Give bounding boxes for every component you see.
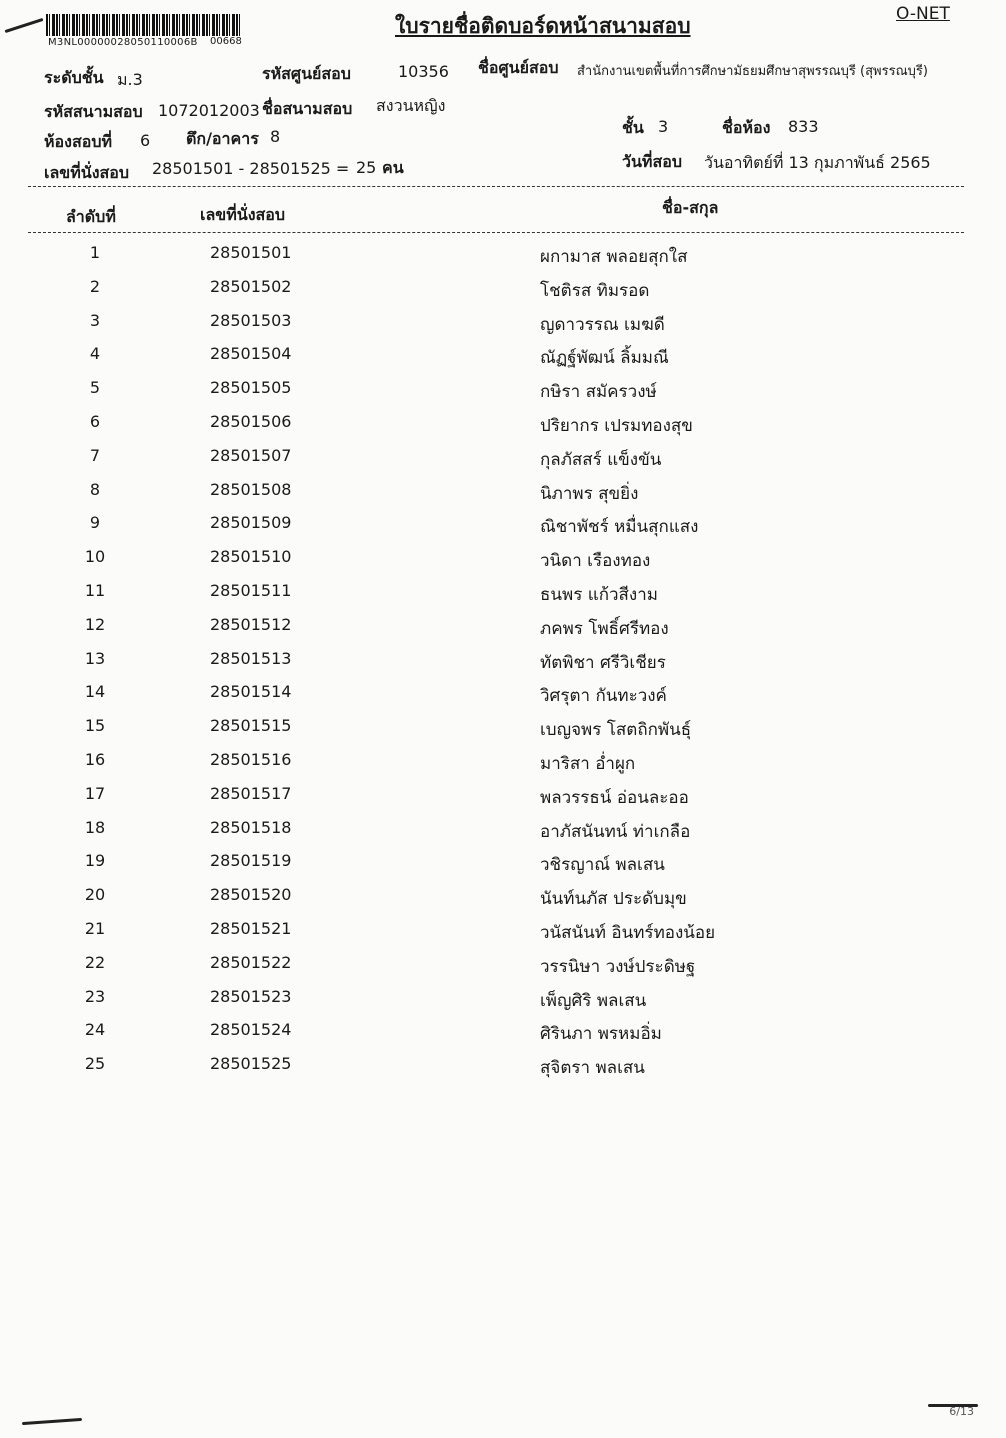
row-number: 14: [84, 682, 106, 702]
seat-number: 28501524: [210, 1020, 292, 1040]
floor-label: ชั้น: [622, 118, 644, 137]
table-row: [0, 784, 1006, 818]
pen-mark: [22, 1418, 82, 1425]
student-name: เพ็ญศิริ พลเสน: [540, 990, 647, 1011]
building-value: 8: [270, 127, 281, 146]
level-value: ม.3: [117, 70, 143, 89]
table-row: [0, 885, 1006, 919]
table-row: [0, 919, 1006, 953]
table-row: [0, 649, 1006, 683]
pen-mark: [5, 18, 44, 33]
table-row: [0, 513, 1006, 547]
student-name: ผกามาส พลอยสุกใส: [540, 247, 688, 267]
table-row: [0, 716, 1006, 750]
row-number: 7: [89, 445, 101, 465]
student-name: นันท์นภัส ประดับมุข: [540, 889, 687, 910]
room-value: 6: [140, 131, 151, 150]
row-number: 3: [89, 310, 101, 330]
row-number: 12: [84, 614, 106, 634]
student-name: ทัตพิชา ศรีวิเชียร: [540, 652, 666, 673]
seat-count: 25: [356, 158, 377, 177]
center-code-label: รหัสศูนย์สอบ: [262, 64, 351, 83]
student-name: ศิรินภา พรหมอิ่ม: [540, 1024, 662, 1045]
student-name: ธนพร แก้วสีงาม: [540, 585, 658, 605]
row-number: 20: [84, 885, 106, 905]
row-number: 17: [84, 783, 106, 803]
row-number: 8: [89, 479, 101, 499]
seat-number: 28501511: [210, 581, 292, 600]
seat-number: 28501508: [210, 479, 292, 499]
seat-number: 28501523: [210, 986, 292, 1006]
barcode: [46, 14, 242, 36]
center-name-label: ชื่อศูนย์สอบ: [478, 58, 559, 77]
table-row: [0, 277, 1006, 311]
student-name: วนิดา เรืองทอง: [540, 551, 651, 572]
student-name: อาภัสนันทน์ ท่าเกลือ: [540, 821, 691, 842]
table-row: [0, 615, 1006, 649]
student-name: ณิชาพัชร์ หมื่นสุกแสง: [540, 517, 699, 538]
row-number: 5: [89, 378, 101, 398]
row-number: 22: [84, 952, 106, 972]
venue-code-label: รหัสสนามสอบ: [44, 102, 143, 121]
row-number: 19: [84, 851, 106, 871]
exam-label: O-NET: [896, 4, 950, 24]
date-label: วันที่สอบ: [622, 152, 682, 171]
row-number: 4: [89, 344, 101, 364]
row-number: 6: [89, 412, 101, 431]
barcode-text: M3NL00000028050110006B: [48, 37, 198, 48]
center-code-value: 10356: [398, 62, 449, 81]
room-name-label: ชื่อห้อง: [722, 118, 771, 137]
seat-number: 28501515: [210, 716, 292, 736]
seat-number: 28501506: [210, 412, 292, 431]
seat-number: 28501502: [210, 276, 292, 296]
table-row: [0, 953, 1006, 987]
center-name-value: สำนักงานเขตพื้นที่การศึกษามัธยมศึกษาสุพรรณบุรี (สุพรรณบุรี): [577, 64, 928, 79]
floor-value: 3: [658, 117, 669, 136]
room-name-value: 833: [788, 117, 819, 136]
seat-number: 28501518: [210, 817, 292, 837]
table-row: [0, 547, 1006, 581]
date-value: วันอาทิตย์ที่ 13 กุมภาพันธ์ 2565: [704, 153, 931, 172]
student-name: วชิรญาณ์ พลเสน: [540, 855, 665, 876]
room-label: ห้องสอบที่: [44, 132, 113, 151]
seat-number: 28501501: [210, 243, 292, 262]
seat-range-value: 28501501 - 28501525 =: [152, 159, 350, 178]
seat-number: 28501505: [210, 378, 292, 398]
table-row: [0, 243, 1006, 277]
student-name: นิภาพร สุขยิ่ง: [540, 483, 639, 504]
table-row: [0, 581, 1006, 615]
table-row: [0, 851, 1006, 885]
student-name: ญดาวรรณ เมฆดี: [540, 314, 665, 335]
student-name: โชติรส ทิมรอด: [540, 280, 650, 301]
seat-number: 28501513: [210, 648, 292, 668]
row-number: 24: [84, 1020, 106, 1040]
seat-number: 28501521: [210, 919, 292, 938]
student-name: ณัฏฐ์พัฒน์ ลิ้มมณี: [540, 348, 669, 369]
table-row: [0, 446, 1006, 480]
row-number: 11: [84, 581, 106, 600]
seat-number: 28501503: [210, 310, 292, 330]
seat-number: 28501519: [210, 851, 292, 871]
divider-top: [28, 186, 964, 187]
venue-code-value: 1072012003: [158, 101, 260, 120]
student-name: วรรนิษา วงษ์ประดิษฐ: [540, 956, 696, 977]
row-number: 9: [89, 513, 101, 533]
table-row: [0, 818, 1006, 852]
table-row: [0, 750, 1006, 784]
row-number: 15: [84, 716, 106, 736]
col-header-no: ลำดับที่: [66, 207, 116, 226]
student-name: วิศรุตา กันทะวงค์: [540, 686, 667, 707]
table-row: [0, 344, 1006, 378]
student-name: พลวรรธน์ อ่อนละออ: [540, 787, 689, 808]
seat-number: 28501522: [210, 952, 292, 972]
seat-number: 28501514: [210, 682, 292, 702]
row-number: 23: [84, 986, 106, 1006]
table-row: [0, 480, 1006, 514]
table-row: [0, 682, 1006, 716]
barcode-suffix: 00668: [210, 36, 242, 47]
col-header-seat: เลขที่นั่งสอบ: [200, 205, 286, 224]
student-name: มาริสา อ่ำผูก: [540, 754, 636, 774]
seat-unit: คน: [382, 158, 404, 177]
seat-number: 28501517: [210, 783, 292, 803]
student-name: กษิรา สมัครวงษ์: [540, 382, 657, 403]
table-row: [0, 1054, 1006, 1088]
seat-number: 28501520: [210, 885, 292, 905]
student-name: ภคพร โพธิ์ศรีทอง: [540, 618, 669, 639]
page-title: ใบรายชื่อติดบอร์ดหน้าสนามสอบ: [395, 14, 691, 38]
row-number: 10: [84, 547, 106, 567]
row-number: 18: [84, 817, 106, 837]
seat-number: 28501504: [210, 344, 292, 364]
student-name: สุจิตรา พลเสน: [540, 1058, 645, 1079]
page-number: 6/13: [949, 1405, 974, 1418]
col-header-name: ชื่อ-สกุล: [662, 198, 719, 217]
table-row: [0, 412, 1006, 446]
seat-number: 28501512: [210, 614, 292, 634]
table-row: [0, 311, 1006, 345]
seat-range-label: เลขที่นั่งสอบ: [44, 163, 130, 182]
student-name: เบญจพร โสตถิกพันธุ์: [540, 720, 692, 741]
student-name: วนัสนันท์ อินทร์ทองน้อย: [540, 923, 716, 943]
row-number: 1: [89, 243, 101, 262]
seat-number: 28501509: [210, 513, 292, 533]
seat-number: 28501525: [210, 1054, 292, 1074]
venue-name-label: ชื่อสนามสอบ: [262, 99, 353, 118]
divider-header: [28, 232, 964, 233]
seat-number: 28501510: [210, 547, 292, 567]
seat-number: 28501516: [210, 750, 292, 769]
venue-name-value: สงวนหญิง: [376, 96, 446, 115]
student-name: ปริยากร เปรมทองสุข: [540, 416, 693, 436]
level-label: ระดับชั้น: [44, 68, 104, 87]
table-row: [0, 378, 1006, 412]
building-label: ตึก/อาคาร: [186, 129, 259, 148]
row-number: 25: [84, 1054, 106, 1074]
student-name: กุลภัสสร์ แข็งขัน: [540, 449, 662, 470]
row-number: 2: [89, 276, 101, 296]
row-number: 16: [84, 750, 106, 769]
seat-number: 28501507: [210, 445, 292, 465]
table-row: [0, 987, 1006, 1021]
row-number: 13: [84, 648, 106, 668]
row-number: 21: [84, 919, 106, 938]
table-row: [0, 1020, 1006, 1054]
